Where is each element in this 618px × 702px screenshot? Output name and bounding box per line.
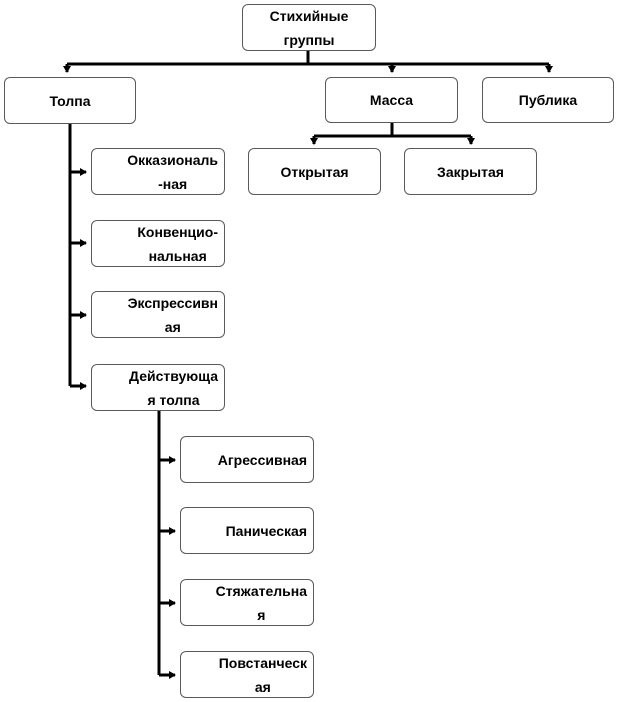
occasional-label-line1: Окказиональ [127, 151, 218, 168]
open-mass-node [248, 148, 381, 195]
panic-label: Паническая [225, 522, 307, 539]
aggressive-label: Агрессивная [217, 451, 307, 468]
root-node [242, 4, 376, 51]
acquisitive-label-line1: Стяжательна [215, 582, 307, 599]
acting-crowd-node [91, 364, 225, 411]
insurgent-node [180, 651, 314, 698]
occasional-label-line2: -ная [158, 175, 188, 192]
public-label: Публика [518, 92, 578, 108]
expressive-label-line1: Экспрессивн [127, 294, 218, 311]
insurgent-label-line2: ая [254, 678, 271, 695]
root-label-line2: группы [283, 31, 335, 48]
panic-node [180, 507, 314, 554]
closed-mass-node [404, 148, 537, 195]
insurgent-label-line1: Повстанческ [218, 654, 307, 671]
mass-label: Масса [369, 92, 414, 108]
conventional-label-line1: Конвенцио- [137, 223, 218, 240]
public-node [482, 77, 614, 123]
occasional-crowd-node [91, 148, 225, 195]
conventional-label-line2: нальная [148, 247, 207, 264]
acquisitive-node [180, 579, 314, 626]
closed-mass-label: Закрытая [437, 163, 504, 180]
aggressive-node [180, 436, 314, 483]
acting-label-line1: Действующа [129, 367, 218, 384]
acquisitive-label-line2: я [257, 606, 266, 623]
open-mass-label: Открытая [280, 163, 349, 180]
root-label-line1: Стихийные [269, 7, 349, 24]
crowd-label: Толпа [49, 92, 91, 109]
mass-node [325, 77, 458, 123]
crowd-node [4, 77, 136, 124]
expressive-label-line2: ая [164, 318, 181, 335]
acting-label-line2: я толпа [147, 391, 200, 408]
expressive-crowd-node [91, 291, 225, 338]
conventional-crowd-node [91, 220, 225, 267]
